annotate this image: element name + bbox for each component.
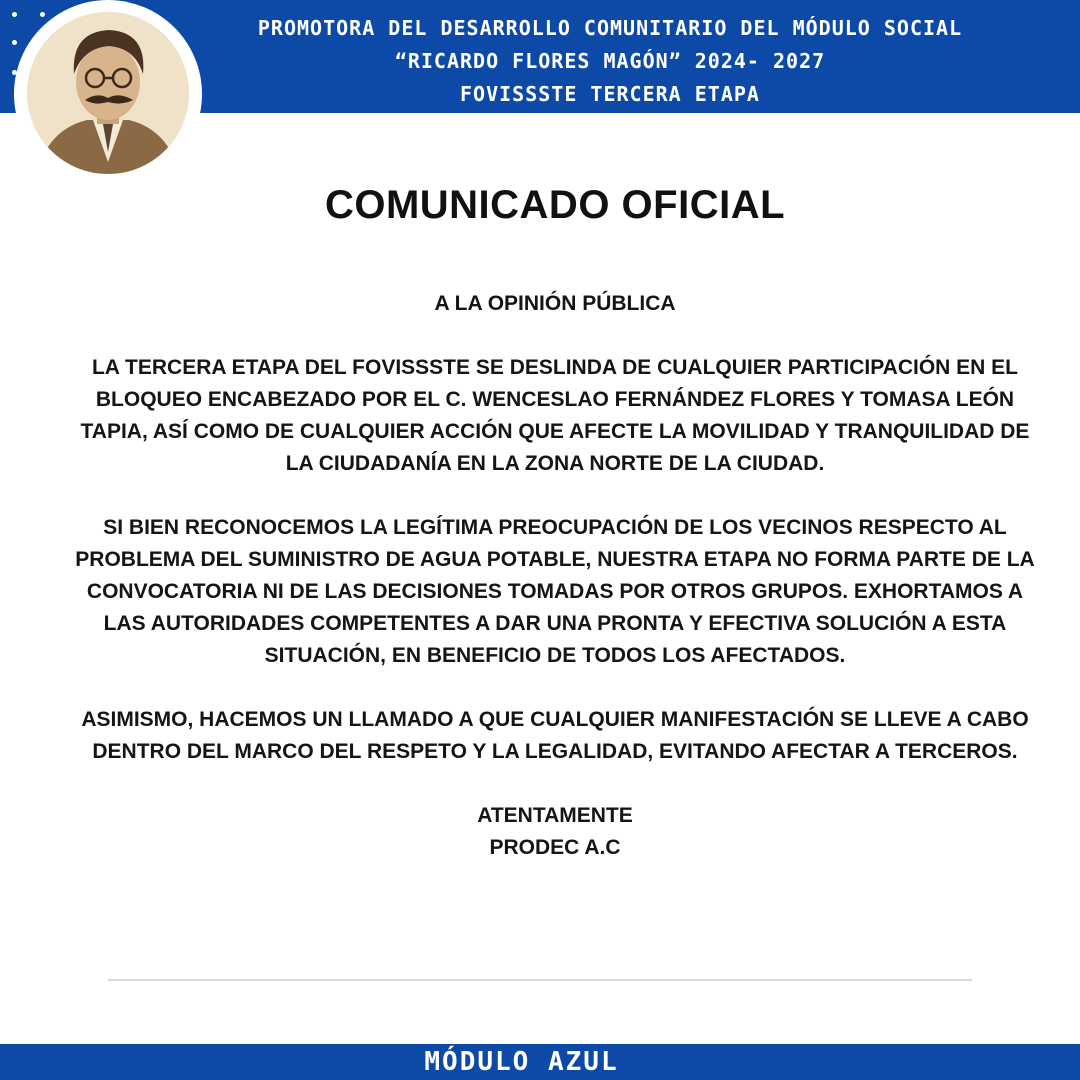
spacer <box>70 320 1040 352</box>
portrait-illustration <box>27 12 189 174</box>
divider <box>108 979 972 981</box>
header-line-1: PROMOTORA DEL DESARROLLO COMUNITARIO DEL MÓDULO SOCIAL <box>257 16 963 40</box>
signature: PRODEC A.C <box>489 836 621 859</box>
footer-label: MÓDULO AZUL <box>424 1047 619 1077</box>
statement-body <box>70 288 1040 864</box>
closing: ATENTAMENTE <box>477 804 633 827</box>
paragraph-3: ASIMISMO, HACEMOS UN LLAMADO A QUE CUALQUIER MANIFESTACIÓN SE LLEVE A CABO DENTRO DEL MARCO DEL RESPETO Y LA LEGALIDAD, EVITANDO AFECTAR A TERCEROS. <box>81 708 1029 763</box>
header-line-2: “RICARDO FLORES MAGÓN” 2024- 2027 <box>394 49 826 73</box>
dot <box>12 12 17 17</box>
paragraph-2: SI BIEN RECONOCEMOS LA LEGÍTIMA PREOCUPACIÓN DE LOS VECINOS RESPECTO AL PROBLEMA DEL SUMINISTRO DE AGUA POTABLE, NUESTRA ETAPA NO FORMA PARTE DE LA CONVOCATORIA NI DE LAS DECISIONES TOMADAS POR OTROS GRUPOS. EXHORTAMOS A LAS AUTORIDADES COMPETENTES A DAR UNA PRONTA Y EFECTIVA SOLUCIÓN A ESTA SITUACIÓN, EN BENEFICIO DE TODOS LOS AFECTADOS. <box>75 516 1035 667</box>
spacer <box>70 768 1040 800</box>
addressee: A LA OPINIÓN PÚBLICA <box>434 292 676 315</box>
paragraph-1: LA TERCERA ETAPA DEL FOVISSSTE SE DESLINDA DE CUALQUIER PARTICIPACIÓN EN EL BLOQUEO ENCABEZADO POR EL C. WENCESLAO FERNÁNDEZ FLORES Y TOMASA LEÓN TAPIA, ASÍ COMO DE CUALQUIER ACCIÓN QUE AFECTE LA MOVILIDAD Y TRANQUILIDAD DE LA CIUDADANÍA EN LA ZONA NORTE DE LA CIUDAD. <box>80 356 1030 475</box>
dot <box>40 12 45 17</box>
header-line-3: FOVISSSTE TERCERA ETAPA <box>460 82 760 106</box>
spacer <box>70 672 1040 704</box>
spacer <box>70 480 1040 512</box>
portrait-image <box>27 12 189 174</box>
page-title: COMUNICADO OFICIAL <box>324 183 786 227</box>
dot <box>12 40 17 45</box>
header-title <box>200 12 1020 111</box>
